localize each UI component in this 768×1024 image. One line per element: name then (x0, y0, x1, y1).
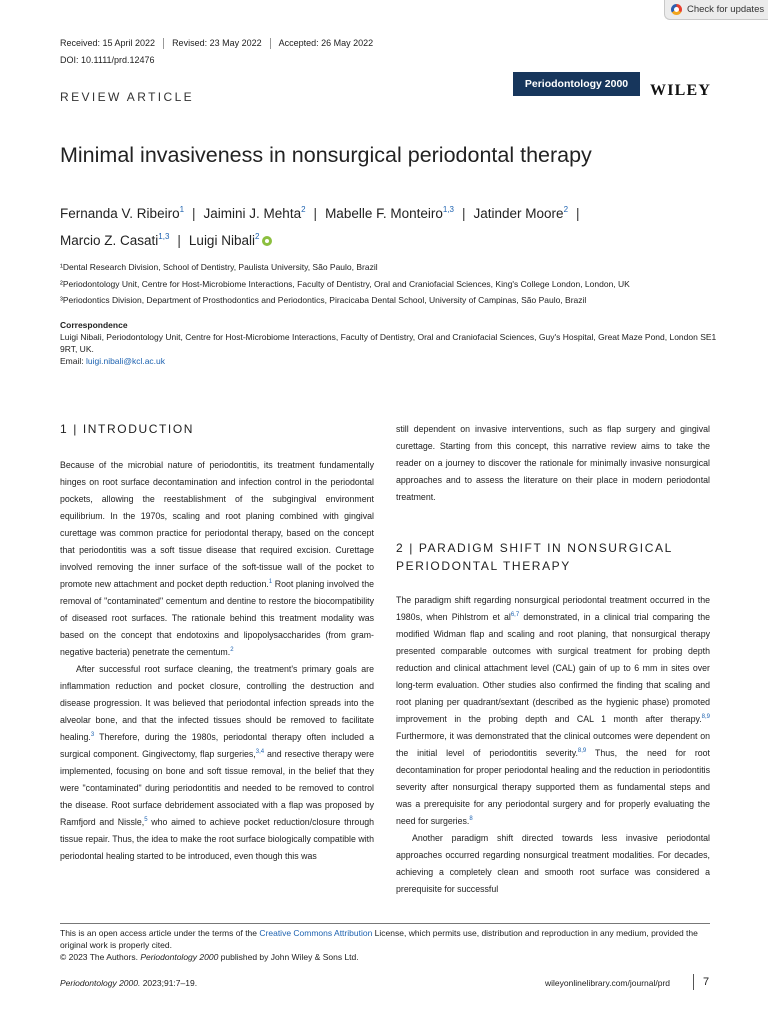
crossmark-icon (671, 4, 682, 15)
check-for-updates-label: Check for updates (687, 4, 765, 15)
page-number: 7 (703, 976, 710, 988)
author-name[interactable]: Jatinder Moore (473, 206, 564, 221)
right-column-top (396, 421, 710, 506)
author-affiliation: 1,3 (158, 232, 170, 241)
check-for-updates-button[interactable] (664, 0, 768, 20)
affiliation-item: ²Periodontology Unit, Centre for Host-Microbiome Interactions, Faculty of Dentistry, Oral and Craniofacial Sciences, King's College London, London, UK (60, 278, 630, 289)
orcid-icon[interactable] (262, 236, 272, 246)
running-journal: Periodontology 2000. (60, 978, 141, 988)
email-label: Email: (60, 356, 86, 366)
section-heading-introduction: 1 | INTRODUCTION (60, 422, 195, 436)
author-affiliation: 2 (563, 205, 569, 214)
revised-date: Revised: 23 May 2022 (163, 38, 270, 49)
left-column (60, 457, 374, 865)
paragraph: still dependent on invasive interventions, such as flap surgery and gingival curettage. Starting from this concept, this narrative review aims to take the reader on a journey to discover the rationale for minimally invasive nonsurgical approaches and to assess the literature on their place in modern periodontal treatment. (396, 424, 710, 502)
right-column-bottom (396, 592, 710, 898)
section-heading-paradigm-shift: 2 | PARADIGM SHIFT IN NONSURGICAL PERIODONTAL THERAPY (396, 541, 673, 573)
doi[interactable]: DOI: 10.1111/prd.12476 (60, 55, 155, 65)
correspondence-heading: Correspondence (60, 320, 128, 330)
citation-ref[interactable]: 3 (90, 732, 95, 738)
citation-ref[interactable]: 8,9 (701, 714, 710, 720)
footer-divider (60, 923, 710, 924)
accepted-date: Accepted: 26 May 2022 (270, 38, 382, 49)
citation-ref[interactable]: 8 (469, 816, 473, 822)
copyright-journal: Periodontology 2000 (140, 952, 219, 962)
affiliation-item: ³Periodontics Division, Department of Prosthodontics and Periodontics, Piracicaba Dental School, University of Campinas, São Paulo, Brazil (60, 295, 587, 305)
email-link[interactable]: luigi.nibali@kcl.ac.uk (85, 356, 166, 366)
author-affiliation: 1 (179, 205, 185, 214)
wiley-logo: WILEY (650, 82, 712, 99)
article-dates (60, 38, 381, 49)
license-note (60, 927, 720, 963)
article-title: Minimal invasiveness in nonsurgical periodontal therapy (60, 143, 592, 167)
paragraph: After successful root surface cleaning, the treatment's primary goals are inflammation reduction and pocket closure, controlling the destruction and disease progression. It was believed that periodontal infection spreads into the alveolar bone, and that the infected tissues should be removed to facilitate healing.$^3$ Therefore, during the 1980s, periodontal therapy often included a surgical component. Gingivectomy, flap surgeries,$^{3,4}$ and resective therapy were implemented, focusing on bone and soft tissue removal, in the belief that they were "contaminated" during periodontitis and needed to be removed to control the disease. Root surface debridement associated with a flap was proposed by Ramfjord and Nissle,$^5$ who aimed to achieve pocket reduction/closure through tissue repair. Thus, the idea to make the root surface biologically compatible with periodontal healing started to be introduced, even though this was (60, 664, 374, 861)
paragraph: Because of the microbial nature of periodontitis, its treatment fundamentally hinges on root surface decontamination and infection control in the periodontal pockets, allowing the reestablishment of the subgingival environment equilibrium. In the 1970s, scaling and root planing combined with gingival curettage was common practice for periodontal therapy, based on the concept that periodontitis was a soft tissue disease that required excision. Curettage involved removing the inner surface of the soft-tissue wall of the pocket to promote new attachment and pocket depth reduction.$^1$ Root planing involved the removal of "contaminated" cementum and dentine to restore the biocompatibility of diseased root surfaces. The rationale behind this treatment modality was based on the concept that endotoxins and lipopolysaccharides (from gram-negative bacteria) penetrate the cementum.$^2$ (60, 460, 375, 657)
license-text: License, which permits use, distribution and reproduction in any medium, provided the original work is properly cited. (60, 928, 698, 950)
journal-badge: Periodontology 2000 (513, 72, 640, 96)
page-number-divider (693, 974, 694, 990)
received-date: Received: 15 April 2022 (60, 38, 156, 48)
copyright-text: © 2023 The Authors. (60, 952, 141, 962)
correspondence (60, 319, 720, 367)
citation-ref[interactable]: 1 (268, 579, 273, 585)
article-type: REVIEW ARTICLE (60, 90, 195, 104)
author-affiliation: 2 (254, 232, 260, 241)
author-name[interactable]: Mabelle F. Monteiro (325, 206, 443, 221)
license-text: This is an open access article under the terms of the (60, 928, 260, 938)
affiliations (60, 259, 720, 309)
citation-ref[interactable]: 2 (230, 647, 234, 653)
copyright-text: published by John Wiley & Sons Ltd. (218, 952, 359, 962)
paragraph: The paradigm shift regarding nonsurgical periodontal treatment occurred in the 1980s, when Pihlstrom et al$^{6,7}$ demonstrated, in a clinical trial comparing the modified Widman flap and scaling and root planing, that nonsurgical therapy presented comparable outcomes with surgical treatment for probing depth reduction and clinical attachment level (CAL) gain of up to 6 mm in sites over long-term evaluation. Other studies also confirmed the finding that scaling and root planing per quadrant/sextant (described as the hygienic phase) promoted improvement in the probing depth and CAL 1 month after therapy.$^{8,9}$ Furthermore, it was demonstrated that the clinical outcomes were dependent on the initial level of periodontitis severity.$^{8,9}$ Thus, the need for root decontamination for proper periodontal healing and the reduction in periodontitis severity after nonsurgical therapy supported them as fundamental steps and was a prerequisite for any periodontal surgery and for properly evaluating the need for surgeries.$^8$ (396, 595, 710, 826)
license-link[interactable]: Creative Commons Attribution (259, 928, 373, 938)
author-name[interactable]: Jaimini J. Mehta (203, 206, 302, 221)
running-citation (60, 978, 197, 988)
correspondence-text: Luigi Nibali, Periodontology Unit, Centre for Host-Microbiome Interactions, Faculty of Dentistry, Oral and Craniofacial Sciences, Guy's Hospital, Great Maze Pond, London SE1 9RT, UK. (60, 332, 717, 354)
author-name[interactable]: Luigi Nibali (188, 233, 255, 248)
author-name[interactable]: Fernanda V. Ribeiro (60, 206, 180, 221)
author-affiliation: 2 (301, 205, 306, 214)
citation-ref[interactable]: 5 (144, 817, 148, 823)
affiliation-item: ¹Dental Research Division, School of Dentistry, Paulista University, São Paulo, Brazil (60, 262, 378, 272)
author-list: Fernanda V. Ribeiro$^1$ | Jaimini J. Mehta$^2$ | Mabelle F. Monteiro$^{1,3}$ | Jatinder Moore$^2$ | Marcio Z. Casati$^{1,3}$ | Luigi Nibali$^2$ (60, 205, 580, 248)
author-name[interactable]: Marcio Z. Casati (60, 233, 159, 248)
paragraph: Another paradigm shift directed towards less invasive periodontal approaches occurred regarding nonsurgical treatment modalities. For decades, achieving a completely clean and smooth root surface was considered a prerequisite for successful (396, 833, 710, 894)
author-affiliation: 1,3 (442, 205, 454, 214)
citation-ref[interactable]: 6,7 (510, 612, 520, 618)
citation-ref[interactable]: 3,4 (255, 749, 265, 755)
journal-site-link[interactable]: wileyonlinelibrary.com/journal/prd (545, 978, 671, 988)
citation-ref[interactable]: 8,9 (577, 748, 587, 754)
running-cite: 2023;91:7–19. (140, 978, 198, 988)
